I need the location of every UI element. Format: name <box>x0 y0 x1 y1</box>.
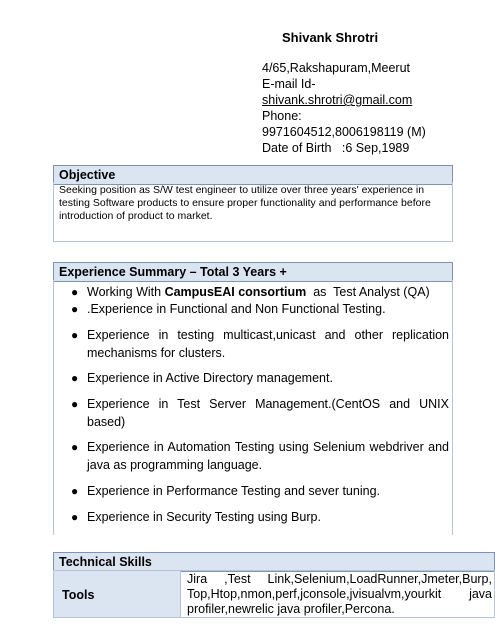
objective-text: Seeking position as S/W test engineer to utilize over three years' experience in testing Software products to ensure proper functionality and performance before introduction of product to market. <box>59 184 431 222</box>
experience-text: Experience in Security Testing using Burp. <box>87 510 321 524</box>
experience-text: .Experience in Functional and Non Functional Testing. <box>87 302 386 316</box>
experience-item <box>71 369 449 387</box>
objective-heading: Objective <box>53 165 453 185</box>
experience-text: Experience in Active Directory management. <box>87 371 333 385</box>
address: 4/65,Rakshapuram,Meerut <box>262 61 410 75</box>
experience-item <box>71 438 449 474</box>
experience-text: Experience in Performance Testing and sever tuning. <box>87 484 380 498</box>
bullet-icon: ● <box>71 371 79 385</box>
email-label: E-mail Id- <box>262 77 316 91</box>
technical-skills-table <box>53 570 495 618</box>
experience-heading: Experience Summary – Total 3 Years + <box>53 262 453 282</box>
experience-role: as Test Analyst (QA) <box>306 285 430 299</box>
date-of-birth: Date of Birth :6 Sep,1989 <box>262 141 410 155</box>
experience-text: Experience in Automation Testing using Selenium webdriver and java as programming language. <box>87 440 449 472</box>
tools-list: Jira ,Test Link,Selenium,LoadRunner,Jmeter,Burp, Top,Htop,nmon,perf,jconsole,jvisualvm,yourkit java profiler,newrelic java profiler,Percona. <box>187 572 492 616</box>
bullet-icon: ● <box>71 302 79 316</box>
experience-item <box>71 300 449 318</box>
bullet-icon: ● <box>71 510 79 524</box>
experience-box <box>53 280 453 535</box>
experience-text: Experience in testing multicast,unicast and other replication mechanisms for clusters. <box>87 328 449 360</box>
candidate-name: Shivank Shrotri <box>282 30 379 45</box>
tools-label: Tools <box>54 571 181 617</box>
experience-text: Experience in Test Server Management.(CentOS and UNIX based) <box>87 397 449 429</box>
technical-skills-heading: Technical Skills <box>53 552 495 572</box>
experience-item <box>71 482 449 500</box>
experience-item <box>71 395 449 431</box>
contact-block <box>262 60 426 156</box>
experience-item <box>71 508 449 526</box>
email-link[interactable]: shivank.shrotri@gmail.com <box>262 93 413 107</box>
bullet-icon: ● <box>71 328 79 342</box>
experience-item <box>71 283 449 301</box>
experience-text: Working With <box>87 285 165 299</box>
experience-company: CampusEAI consortium <box>164 285 307 299</box>
phone-label: Phone: <box>262 109 302 123</box>
bullet-icon: ● <box>71 484 79 498</box>
bullet-icon: ● <box>71 440 79 454</box>
objective-box <box>53 182 453 242</box>
phone-number: 9971604512,8006198119 (M) <box>262 125 426 139</box>
bullet-icon: ● <box>71 285 79 299</box>
bullet-icon: ● <box>71 397 79 411</box>
experience-item <box>71 326 449 362</box>
